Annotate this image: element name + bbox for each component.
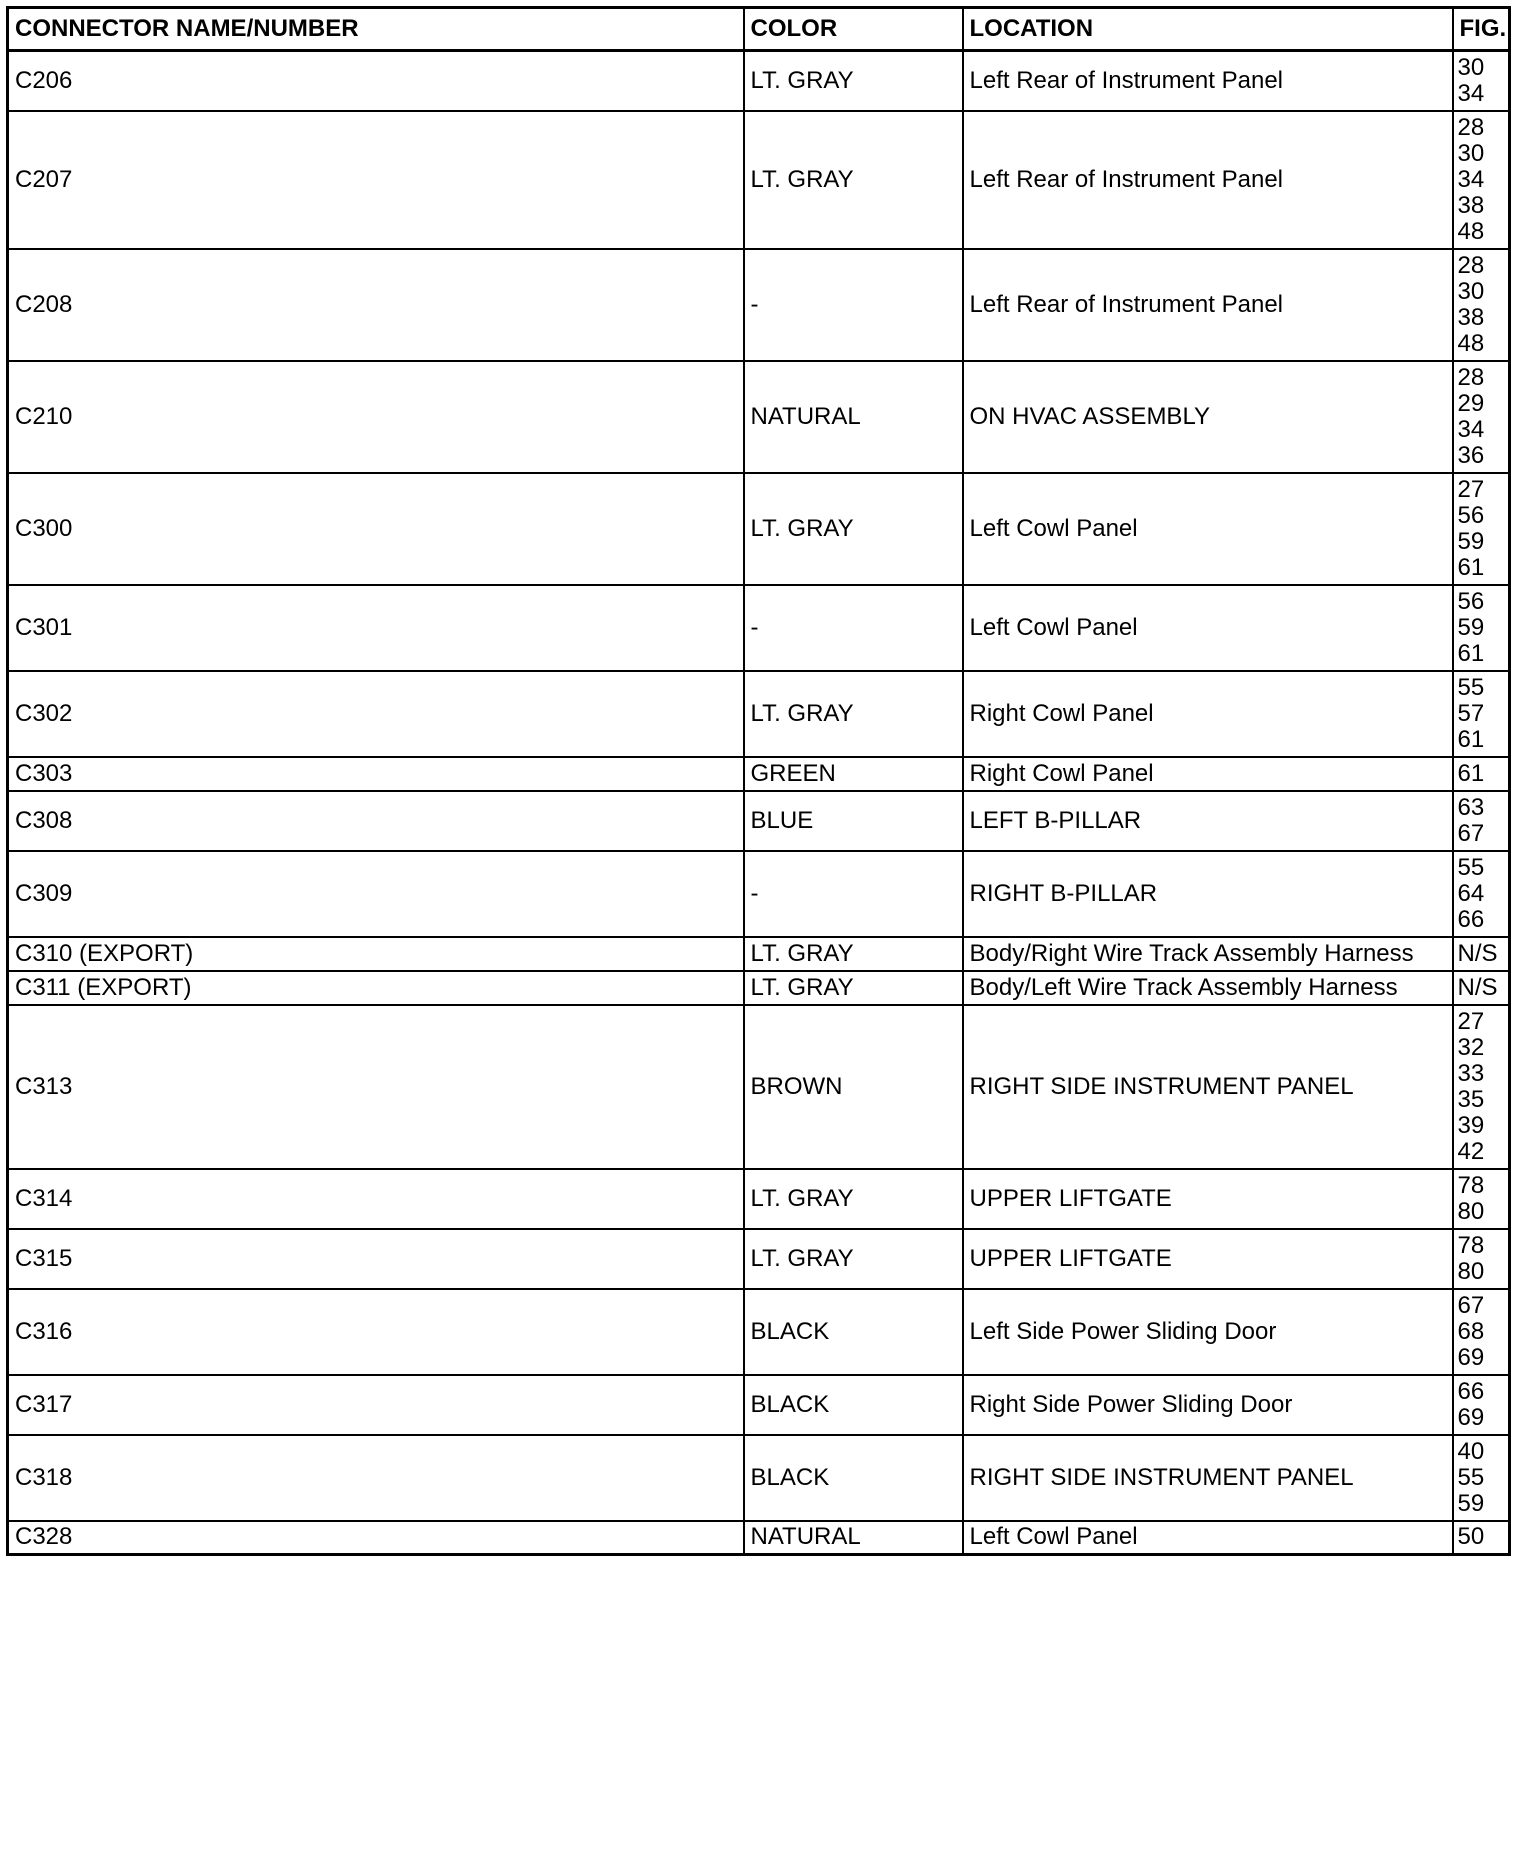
color-cell: NATURAL bbox=[744, 361, 963, 473]
table-row bbox=[8, 585, 1510, 671]
fig-cell bbox=[1453, 249, 1510, 361]
fig-number: 64 bbox=[1457, 879, 1485, 907]
table-row bbox=[8, 937, 1510, 971]
color-cell: NATURAL bbox=[744, 1521, 963, 1555]
header-row bbox=[8, 8, 1510, 51]
fig-number: 27 bbox=[1457, 475, 1485, 503]
connector-name-cell: C210 bbox=[8, 361, 744, 473]
table-row bbox=[8, 851, 1510, 937]
fig-number: 80 bbox=[1457, 1257, 1485, 1285]
location-cell: Left Rear of Instrument Panel bbox=[963, 111, 1453, 249]
table-body bbox=[8, 51, 1510, 1555]
fig-number: 61 bbox=[1457, 639, 1485, 667]
table-row bbox=[8, 1229, 1510, 1289]
table-row bbox=[8, 671, 1510, 757]
fig-number: 48 bbox=[1457, 217, 1485, 245]
location-cell: Left Side Power Sliding Door bbox=[963, 1289, 1453, 1375]
color-cell: - bbox=[744, 851, 963, 937]
fig-number: 55 bbox=[1457, 853, 1485, 881]
location-cell: RIGHT SIDE INSTRUMENT PANEL bbox=[963, 1005, 1453, 1169]
color-cell: LT. GRAY bbox=[744, 111, 963, 249]
color-cell: LT. GRAY bbox=[744, 671, 963, 757]
fig-number: 33 bbox=[1457, 1059, 1485, 1087]
location-cell: UPPER LIFTGATE bbox=[963, 1229, 1453, 1289]
fig-cell bbox=[1453, 851, 1510, 937]
color-cell: LT. GRAY bbox=[744, 473, 963, 585]
connector-name-cell: C302 bbox=[8, 671, 744, 757]
fig-number: 40 bbox=[1457, 1437, 1485, 1465]
header-fig: FIG. bbox=[1453, 8, 1510, 51]
location-cell: RIGHT SIDE INSTRUMENT PANEL bbox=[963, 1435, 1453, 1521]
connector-name-cell: C316 bbox=[8, 1289, 744, 1375]
fig-number: 59 bbox=[1457, 613, 1485, 641]
fig-number: 59 bbox=[1457, 1489, 1485, 1517]
table-row bbox=[8, 361, 1510, 473]
fig-number: 28 bbox=[1457, 363, 1485, 391]
fig-number: 35 bbox=[1457, 1085, 1485, 1113]
fig-number: 68 bbox=[1457, 1317, 1485, 1345]
connector-name-cell: C208 bbox=[8, 249, 744, 361]
fig-cell bbox=[1453, 1435, 1510, 1521]
fig-number: 28 bbox=[1457, 251, 1485, 279]
table-row bbox=[8, 757, 1510, 791]
fig-number: 39 bbox=[1457, 1111, 1485, 1139]
location-cell: UPPER LIFTGATE bbox=[963, 1169, 1453, 1229]
table-header bbox=[8, 8, 1510, 51]
fig-number: 30 bbox=[1457, 53, 1485, 81]
connector-name-cell: C309 bbox=[8, 851, 744, 937]
fig-number: 30 bbox=[1457, 277, 1485, 305]
table-row bbox=[8, 791, 1510, 851]
location-cell: Right Cowl Panel bbox=[963, 671, 1453, 757]
color-cell: - bbox=[744, 249, 963, 361]
connector-name-cell: C317 bbox=[8, 1375, 744, 1435]
connector-name-cell: C308 bbox=[8, 791, 744, 851]
fig-number: 59 bbox=[1457, 527, 1485, 555]
fig-number: 67 bbox=[1457, 819, 1485, 847]
fig-number: 69 bbox=[1457, 1403, 1485, 1431]
fig-number: 34 bbox=[1457, 79, 1485, 107]
connector-name-cell: C207 bbox=[8, 111, 744, 249]
connector-name-cell: C310 (EXPORT) bbox=[8, 937, 744, 971]
location-cell: Left Rear of Instrument Panel bbox=[963, 51, 1453, 111]
table-row bbox=[8, 1289, 1510, 1375]
fig-number: 78 bbox=[1457, 1231, 1485, 1259]
fig-cell bbox=[1453, 1169, 1510, 1229]
color-cell: BLACK bbox=[744, 1289, 963, 1375]
location-cell: Body/Right Wire Track Assembly Harness bbox=[963, 937, 1453, 971]
location-cell: Body/Left Wire Track Assembly Harness bbox=[963, 971, 1453, 1005]
fig-number: 55 bbox=[1457, 1463, 1485, 1491]
fig-number: 56 bbox=[1457, 587, 1485, 615]
color-cell: - bbox=[744, 585, 963, 671]
connector-name-cell: C311 (EXPORT) bbox=[8, 971, 744, 1005]
fig-number: N/S bbox=[1457, 973, 1498, 1001]
fig-number: N/S bbox=[1457, 939, 1498, 967]
location-cell: Left Cowl Panel bbox=[963, 1521, 1453, 1555]
fig-cell bbox=[1453, 51, 1510, 111]
fig-number: 38 bbox=[1457, 191, 1485, 219]
fig-number: 78 bbox=[1457, 1171, 1485, 1199]
table-row bbox=[8, 51, 1510, 111]
table-row bbox=[8, 1375, 1510, 1435]
color-cell: BLACK bbox=[744, 1435, 963, 1521]
color-cell: LT. GRAY bbox=[744, 1169, 963, 1229]
fig-number: 34 bbox=[1457, 415, 1485, 443]
fig-number: 27 bbox=[1457, 1007, 1485, 1035]
fig-number: 66 bbox=[1457, 905, 1485, 933]
location-cell: Right Cowl Panel bbox=[963, 757, 1453, 791]
connector-name-cell: C313 bbox=[8, 1005, 744, 1169]
fig-cell bbox=[1453, 1005, 1510, 1169]
fig-number: 30 bbox=[1457, 139, 1485, 167]
location-cell: Left Cowl Panel bbox=[963, 473, 1453, 585]
color-cell: LT. GRAY bbox=[744, 51, 963, 111]
header-location: LOCATION bbox=[963, 8, 1453, 51]
connector-name-cell: C300 bbox=[8, 473, 744, 585]
fig-number: 61 bbox=[1457, 553, 1485, 581]
fig-cell bbox=[1453, 111, 1510, 249]
fig-number: 28 bbox=[1457, 113, 1485, 141]
header-connector-name: CONNECTOR NAME/NUMBER bbox=[8, 8, 744, 51]
color-cell: BLUE bbox=[744, 791, 963, 851]
table-row bbox=[8, 1521, 1510, 1555]
fig-number: 57 bbox=[1457, 699, 1485, 727]
color-cell: BLACK bbox=[744, 1375, 963, 1435]
fig-cell bbox=[1453, 671, 1510, 757]
connector-name-cell: C206 bbox=[8, 51, 744, 111]
fig-number: 34 bbox=[1457, 165, 1485, 193]
header-color: COLOR bbox=[744, 8, 963, 51]
fig-cell bbox=[1453, 1375, 1510, 1435]
fig-number: 56 bbox=[1457, 501, 1485, 529]
fig-number: 69 bbox=[1457, 1343, 1485, 1371]
fig-number: 42 bbox=[1457, 1137, 1485, 1165]
fig-number: 61 bbox=[1457, 759, 1485, 787]
connector-table bbox=[6, 6, 1511, 1556]
fig-number: 63 bbox=[1457, 793, 1485, 821]
fig-cell bbox=[1453, 757, 1510, 791]
fig-cell bbox=[1453, 473, 1510, 585]
location-cell: Left Cowl Panel bbox=[963, 585, 1453, 671]
connector-name-cell: C314 bbox=[8, 1169, 744, 1229]
fig-number: 67 bbox=[1457, 1291, 1485, 1319]
color-cell: LT. GRAY bbox=[744, 971, 963, 1005]
color-cell: LT. GRAY bbox=[744, 937, 963, 971]
location-cell: Right Side Power Sliding Door bbox=[963, 1375, 1453, 1435]
table-row bbox=[8, 1435, 1510, 1521]
fig-number: 55 bbox=[1457, 673, 1485, 701]
connector-name-cell: C315 bbox=[8, 1229, 744, 1289]
color-cell: LT. GRAY bbox=[744, 1229, 963, 1289]
fig-number: 38 bbox=[1457, 303, 1485, 331]
fig-cell bbox=[1453, 937, 1510, 971]
connector-name-cell: C301 bbox=[8, 585, 744, 671]
table-row bbox=[8, 249, 1510, 361]
fig-cell bbox=[1453, 971, 1510, 1005]
table-row bbox=[8, 1169, 1510, 1229]
location-cell: Left Rear of Instrument Panel bbox=[963, 249, 1453, 361]
table-row bbox=[8, 1005, 1510, 1169]
fig-number: 48 bbox=[1457, 329, 1485, 357]
color-cell: GREEN bbox=[744, 757, 963, 791]
fig-number: 66 bbox=[1457, 1377, 1485, 1405]
table-row bbox=[8, 473, 1510, 585]
fig-number: 36 bbox=[1457, 441, 1485, 469]
connector-name-cell: C303 bbox=[8, 757, 744, 791]
fig-cell bbox=[1453, 361, 1510, 473]
connector-name-cell: C318 bbox=[8, 1435, 744, 1521]
connector-name-cell: C328 bbox=[8, 1521, 744, 1555]
location-cell: RIGHT B-PILLAR bbox=[963, 851, 1453, 937]
fig-cell bbox=[1453, 1289, 1510, 1375]
color-cell: BROWN bbox=[744, 1005, 963, 1169]
fig-cell bbox=[1453, 1229, 1510, 1289]
fig-cell bbox=[1453, 585, 1510, 671]
location-cell: ON HVAC ASSEMBLY bbox=[963, 361, 1453, 473]
fig-number: 32 bbox=[1457, 1033, 1485, 1061]
fig-number: 29 bbox=[1457, 389, 1485, 417]
fig-cell bbox=[1453, 791, 1510, 851]
fig-number: 61 bbox=[1457, 725, 1485, 753]
fig-number: 50 bbox=[1457, 1523, 1485, 1551]
location-cell: LEFT B-PILLAR bbox=[963, 791, 1453, 851]
fig-number: 80 bbox=[1457, 1197, 1485, 1225]
table-row bbox=[8, 111, 1510, 249]
table-row bbox=[8, 971, 1510, 1005]
fig-cell bbox=[1453, 1521, 1510, 1555]
